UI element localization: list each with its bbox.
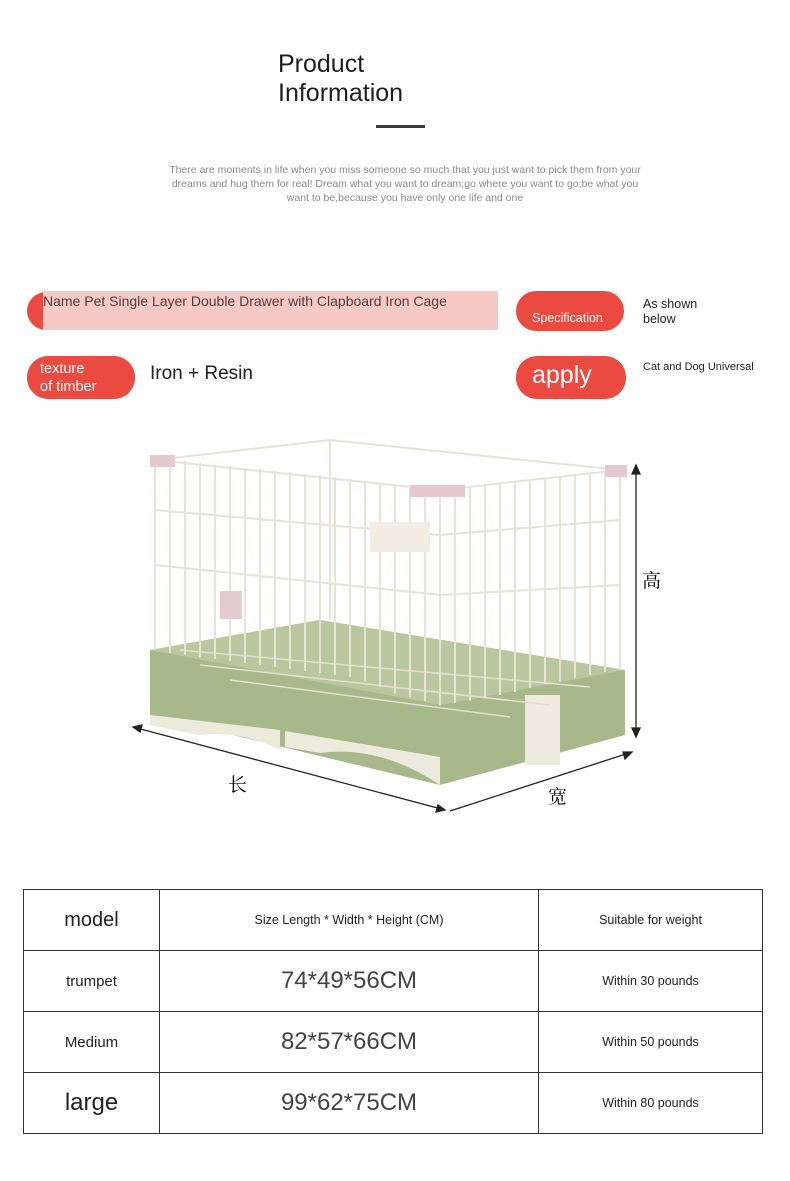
title-line-1: Product: [278, 50, 365, 78]
page-title: [278, 50, 498, 108]
row-model: large: [24, 1073, 160, 1134]
header-size: Size Length * Width * Height (CM): [160, 890, 539, 951]
cage-tray: [150, 620, 625, 785]
row-size: 82*57*66CM: [160, 1012, 539, 1073]
specification-label: Specification: [532, 311, 603, 325]
width-label: 宽: [548, 786, 568, 808]
size-table: [23, 889, 763, 1134]
row-model: Medium: [24, 1012, 160, 1073]
table-row: [24, 951, 763, 1012]
apply-value: Cat and Dog Universal: [643, 361, 754, 373]
tagline: There are moments in life when you miss someone so much that you just want to pick them from your dreams and hug them for real! Dream what you want to dream;go where you want to go;be what you want to be,because you have only one life and one: [169, 164, 641, 204]
cage-illustration: [120, 425, 680, 825]
table-header-row: [24, 890, 763, 951]
table-row: [24, 1073, 763, 1134]
row-weight: Within 50 pounds: [539, 1012, 763, 1073]
cage-clips: [150, 455, 627, 619]
table-row: [24, 1012, 763, 1073]
texture-label-line-1: texture: [40, 361, 85, 377]
row-weight: Within 80 pounds: [539, 1073, 763, 1134]
row-size: 99*62*75CM: [160, 1073, 539, 1134]
apply-label: apply: [532, 361, 592, 389]
title-line-2: Information: [278, 79, 404, 107]
texture-label: [40, 360, 96, 396]
header-model: model: [24, 890, 160, 951]
texture-value: Iron + Resin: [150, 363, 253, 384]
texture-label-line-2: of timber: [40, 379, 97, 395]
height-label: 高: [642, 570, 662, 592]
specification-value: As shown below: [643, 297, 698, 326]
title-divider: [376, 125, 425, 128]
length-label: 长: [228, 774, 248, 796]
row-size: 74*49*56CM: [160, 951, 539, 1012]
header-weight: Suitable for weight: [539, 890, 763, 951]
row-model: trumpet: [24, 951, 160, 1012]
row-weight: Within 30 pounds: [539, 951, 763, 1012]
product-name: Name Pet Single Layer Double Drawer with Clapboard Iron Cage: [43, 293, 447, 309]
